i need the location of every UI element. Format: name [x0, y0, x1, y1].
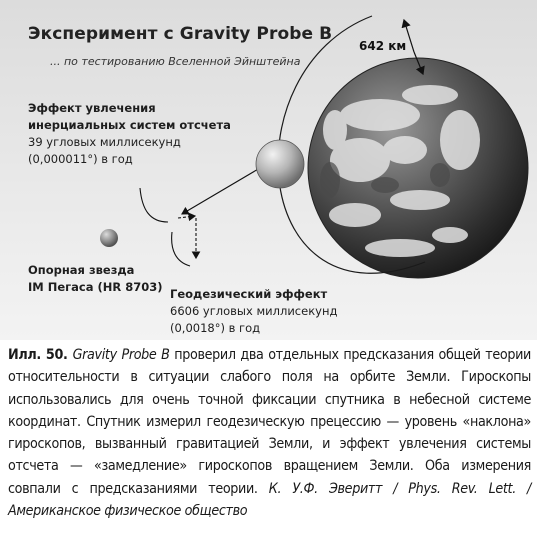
geodetic-name: Геодезический эффект	[170, 287, 328, 301]
caption-number: Илл. 50.	[8, 347, 73, 363]
geodetic-curve	[172, 232, 190, 266]
caption-credit: К. У.Ф. Эверитт / Phys. Rev. Lett. / Американское физическое общество	[8, 480, 531, 520]
frame-dragging-curve	[140, 188, 168, 222]
figure-subtitle: ... по тестированию Вселенной Эйнштейна	[50, 55, 301, 68]
reference-star-name: Опорная звезда	[28, 263, 135, 277]
geodetic-label	[170, 286, 337, 337]
geodetic-value: 6606 угловых миллисекунд	[170, 304, 338, 318]
frame-dragging-value-deg: (0,000011°) в год	[28, 152, 133, 166]
frame-dragging-value: 39 угловых миллисекунд	[28, 135, 181, 149]
spin-axis-line	[182, 168, 260, 214]
figure-caption	[8, 344, 531, 522]
caption-lead: Gravity Probe B	[72, 347, 170, 363]
frame-dragging-name-1: Эффект увлечения	[28, 101, 156, 115]
geodetic-value-deg: (0,0018°) в год	[170, 321, 261, 335]
frame-dragging-name-2: инерциальных систем отсчета	[28, 118, 231, 132]
caption-body: проверил два отдельных предсказания общей теории относительности в ситуации слабого поля на орбите Земли. Гироскопы использовались для очень точной фиксации спутника в небесной системе координат. Спутник измерил геодезическую прецессию — уровень «наклона» гироскопов, вызванный гравитацией Земли, и эффект увлечения системы отсчета — «замедление» гироскопов вращением Земли. Оба измерения совпали с предсказаниями теории.	[8, 347, 531, 497]
reference-star-label	[28, 262, 163, 296]
precession-arrow	[178, 216, 195, 218]
satellite-sphere	[256, 140, 304, 188]
reference-star-id: IM Пегаса (HR 8703)	[28, 280, 163, 294]
frame-dragging-label	[28, 100, 231, 168]
altitude-label: 642 км	[359, 39, 407, 53]
figure-title: Эксперимент с Gravity Probe B	[28, 24, 333, 44]
earth-globe	[308, 58, 528, 278]
reference-star-sphere	[100, 229, 118, 247]
